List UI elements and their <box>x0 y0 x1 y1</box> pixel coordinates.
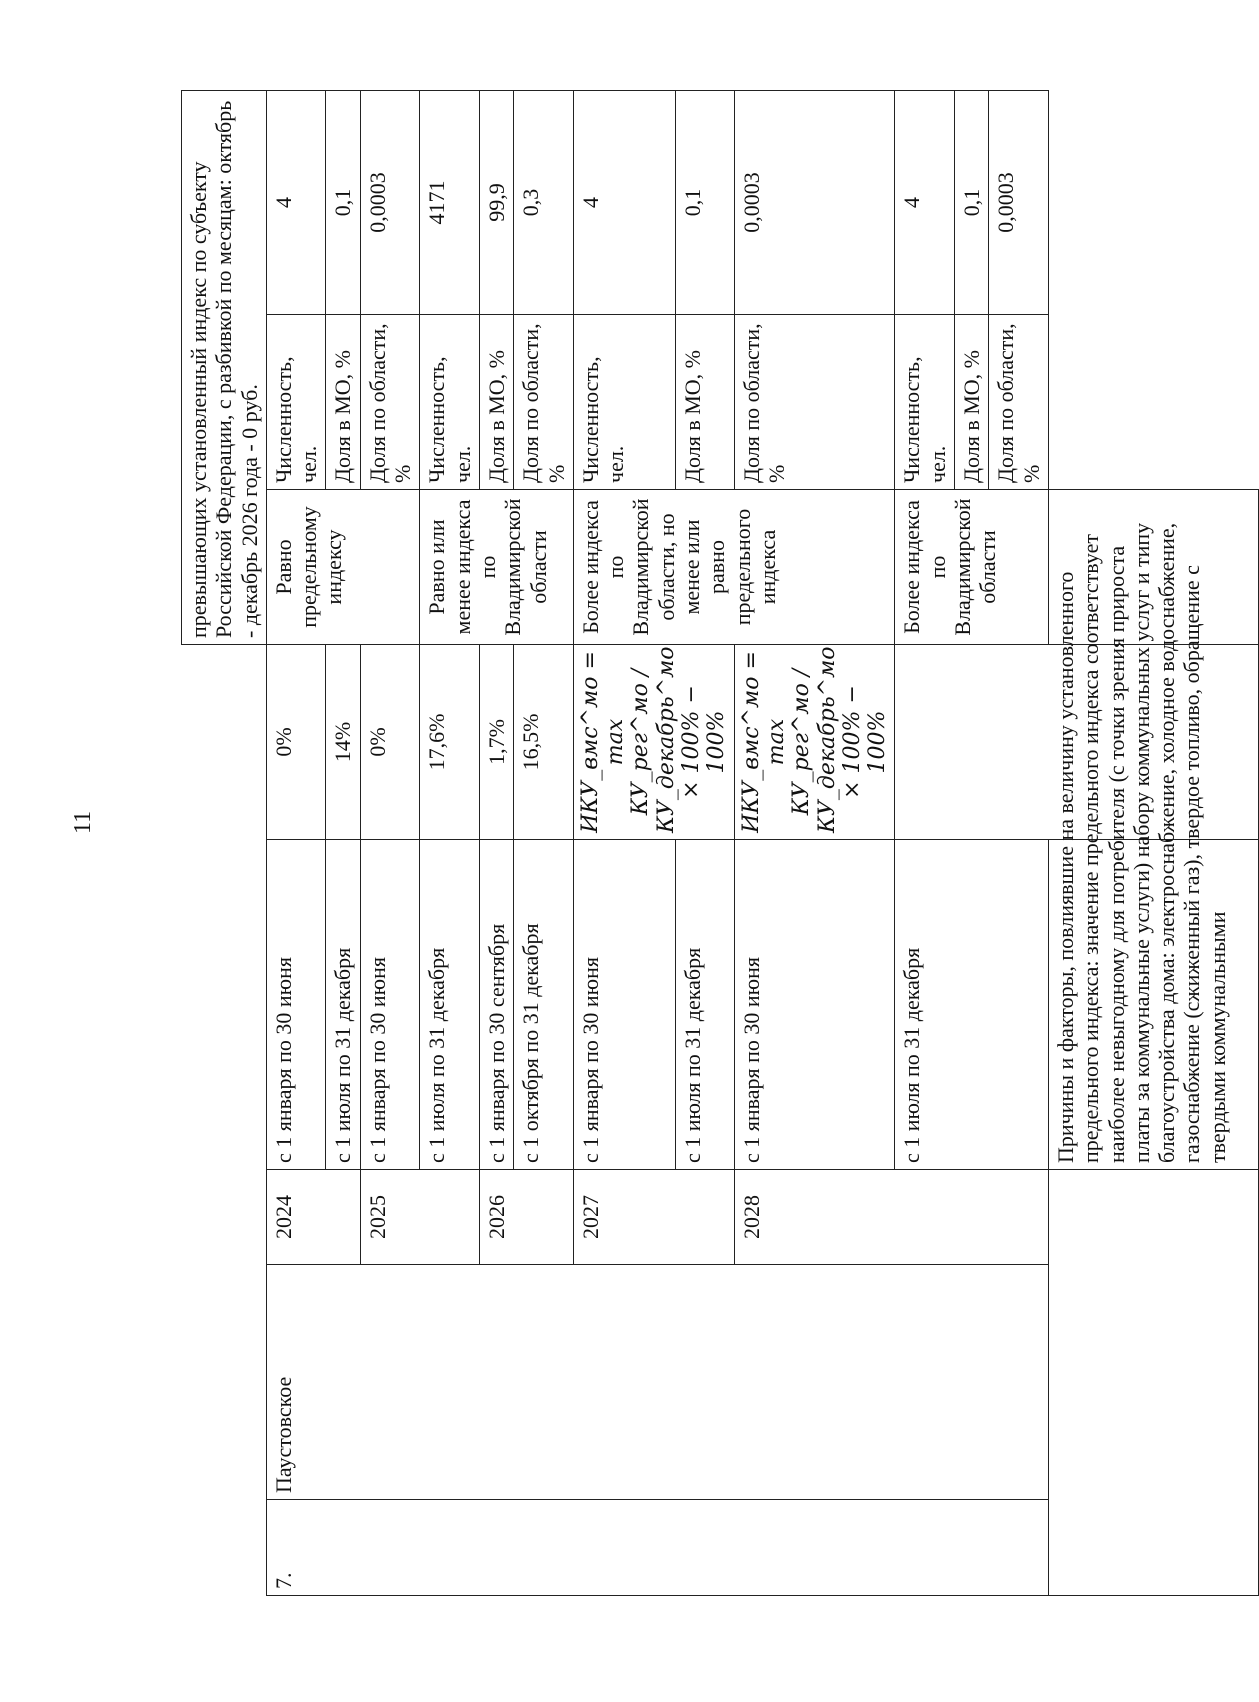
period-cell: с 1 января по 30 июня <box>734 840 895 1170</box>
metric-label: Численность, чел. <box>266 315 326 490</box>
period-cell: с 1 января по 30 июня <box>573 840 675 1170</box>
period-cell: с 1 января по 30 июня <box>360 840 420 1170</box>
metric-value: 99,9 <box>479 90 513 314</box>
period-cell: с 1 июля по 31 декабря <box>895 840 1048 1170</box>
metric-value: 4 <box>266 90 326 314</box>
period-cell: с 1 января по 30 сентября <box>479 840 513 1170</box>
metric-value: 4 <box>573 90 675 314</box>
metric-label: Доля в МО, % <box>326 315 360 490</box>
intro-row <box>182 90 267 1595</box>
index-value: 1,7% <box>479 645 513 840</box>
index-value: 0% <box>360 645 420 840</box>
metric-value: 0,0003 <box>360 90 420 314</box>
index-value: 17,6% <box>420 645 480 840</box>
index-formula: ИКУ_вмс^мо = max КУ_рег^мо / КУ_декабрь^мо × 100% − 100% <box>573 645 734 840</box>
page-number: 11 <box>70 810 96 834</box>
metric-value: 0,1 <box>326 90 360 314</box>
index-formula: ИКУ_вмс^мо = max КУ_рег^мо / КУ_декабрь^мо × 100% − 100% <box>734 645 895 840</box>
metric-label: Доля по области, % <box>514 315 574 490</box>
category-cell: Более индекса по Владимирской области <box>895 490 1048 645</box>
index-value: 16,5% <box>514 645 574 840</box>
reasons-empty <box>1048 1170 1258 1596</box>
period-cell: с 1 июля по 31 декабря <box>420 840 480 1170</box>
year-cell: 2024 <box>266 1170 360 1265</box>
period-cell: с 1 октября по 31 декабря <box>514 840 574 1170</box>
metric-value: 0,3 <box>514 90 574 314</box>
category-cell: Равно или менее индекса по Владимирской области <box>420 490 573 645</box>
metric-label: Доля в МО, % <box>955 315 989 490</box>
metric-label: Численность, чел. <box>895 315 955 490</box>
metric-label: Доля по области, % <box>989 315 1049 490</box>
metric-label: Доля в МО, % <box>479 315 513 490</box>
entry-number: 7. <box>266 1500 1048 1596</box>
metric-label: Доля в МО, % <box>675 315 734 490</box>
year-cell: 2026 <box>479 1170 573 1265</box>
period-cell: с 1 июля по 31 декабря <box>326 840 360 1170</box>
reasons-row <box>1048 90 1258 1595</box>
index-value: 14% <box>326 645 360 840</box>
metric-value: 0,1 <box>675 90 734 314</box>
municipality-name: Паустовское <box>266 1265 1048 1500</box>
period-cell: с 1 января по 30 июня <box>266 840 326 1170</box>
year-cell: 2025 <box>360 1170 479 1265</box>
metric-value: 0,0003 <box>734 90 895 314</box>
year-cell: 2028 <box>734 1170 1048 1265</box>
period-cell: с 1 июля по 31 декабря <box>675 840 734 1170</box>
metric-value: 4 <box>895 90 955 314</box>
year-cell: 2027 <box>573 1170 734 1265</box>
table-row <box>266 90 326 1595</box>
document-table <box>181 91 1230 1596</box>
metric-label: Численность, чел. <box>420 315 480 490</box>
index-value: 0% <box>266 645 326 840</box>
metric-label: Численность, чел. <box>573 315 675 490</box>
metric-label: Доля по области, % <box>360 315 420 490</box>
metric-value: 0,0003 <box>989 90 1049 314</box>
category-cell: Равно предельному индексу <box>266 490 419 645</box>
metric-label: Доля по области, % <box>734 315 895 490</box>
reasons-text: Причины и факторы, повлиявшие на величину установленного предельного индекса: значение предельного индекса соответствует наиболее невыгодному для потребителя (с точки зрения прироста платы за коммунальные услуги) набору коммунальных услуг и типу благоустройства дома: электроснабжение, холодное водоснабжение, газоснабжение (сжиженный газ), твердое топливо, обращение с твердыми коммунальными <box>1048 490 1258 1170</box>
metric-value: 0,1 <box>955 90 989 314</box>
intro-text: превышающих установленный индекс по субъекту Российской Федерации, с разбивкой по месяцам: октябрь - декабрь 2026 года - 0 руб. <box>182 90 267 644</box>
metric-value: 4171 <box>420 90 480 314</box>
category-cell: Более индекса по Владимирской области, но менее или равно предельного индекса <box>573 490 895 645</box>
